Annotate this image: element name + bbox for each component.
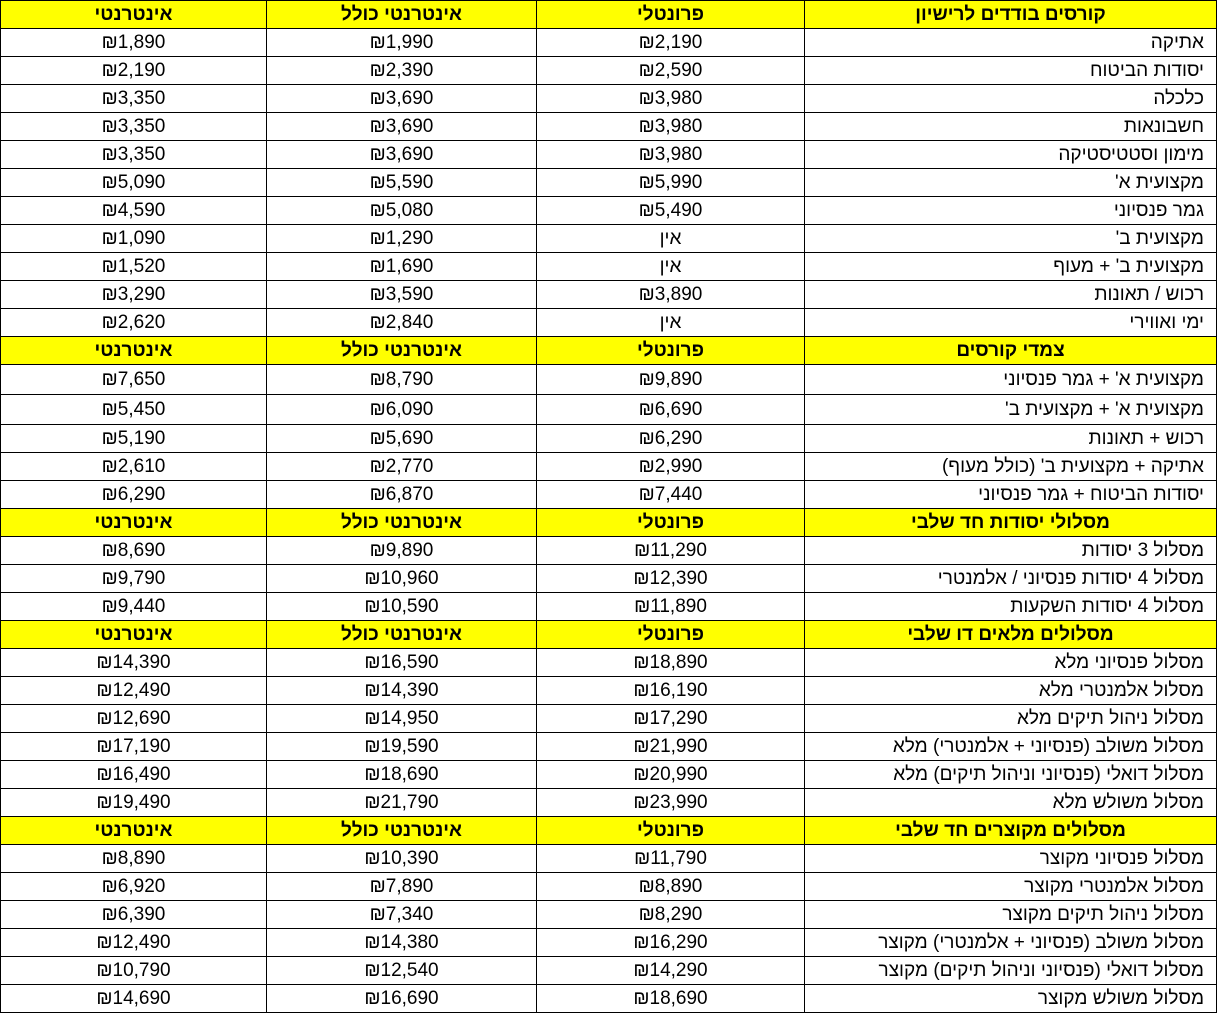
header-internet: אינטרנטי — [1, 1, 267, 29]
header-frontal: פרונטלי — [537, 337, 805, 365]
price-internet: ₪12,690 — [1, 705, 267, 733]
course-name-label: מסלול משולב (פנסיוני + אלמנטרי) מקוצר — [878, 932, 1204, 953]
section-title: מסלולים מלאים דו שלבי — [805, 621, 1217, 649]
table-row — [1, 705, 1217, 733]
price-internet-full: ₪5,590 — [267, 169, 537, 197]
price-internet: ₪3,350 — [1, 85, 267, 113]
price-frontal: ₪8,890 — [537, 873, 805, 901]
price-frontal: אין — [537, 225, 805, 253]
price-internet: ₪5,090 — [1, 169, 267, 197]
header-frontal: פרונטלי — [537, 817, 805, 845]
course-name — [805, 901, 1217, 929]
course-name — [805, 225, 1217, 253]
price-frontal: ₪16,290 — [537, 929, 805, 957]
table-row — [1, 395, 1217, 425]
price-internet-full: ₪8,790 — [267, 365, 537, 395]
course-name — [805, 29, 1217, 57]
price-internet-full: ₪6,090 — [267, 395, 537, 425]
course-name — [805, 845, 1217, 873]
table-row — [1, 649, 1217, 677]
price-internet-full: ₪3,690 — [267, 113, 537, 141]
table-row — [1, 537, 1217, 565]
course-name-label: כלכלה — [1153, 88, 1204, 109]
section-title: מסלולים מקוצרים חד שלבי — [805, 817, 1217, 845]
course-name-label: מסלול 4 יסודות פנסיוני / אלמנטרי — [937, 568, 1204, 589]
price-internet: ₪1,520 — [1, 253, 267, 281]
price-internet: ₪5,450 — [1, 395, 267, 425]
price-internet-full: ₪9,890 — [267, 537, 537, 565]
course-name — [805, 197, 1217, 225]
price-internet-full: ₪5,080 — [267, 197, 537, 225]
price-internet-full: ₪2,770 — [267, 453, 537, 481]
table-row — [1, 565, 1217, 593]
price-frontal: ₪2,190 — [537, 29, 805, 57]
course-name — [805, 453, 1217, 481]
price-frontal: ₪8,290 — [537, 901, 805, 929]
header-internet-full: אינטרנטי כולל — [267, 337, 537, 365]
header-internet: אינטרנטי — [1, 509, 267, 537]
course-name-label: מקצועית ב' — [1115, 228, 1204, 249]
price-internet: ₪6,390 — [1, 901, 267, 929]
price-frontal: ₪3,890 — [537, 281, 805, 309]
price-internet: ₪1,090 — [1, 225, 267, 253]
price-internet: ₪7,650 — [1, 365, 267, 395]
price-internet: ₪9,440 — [1, 593, 267, 621]
price-internet: ₪16,490 — [1, 761, 267, 789]
header-internet: אינטרנטי — [1, 817, 267, 845]
table-row — [1, 141, 1217, 169]
price-internet: ₪8,890 — [1, 845, 267, 873]
course-name — [805, 985, 1217, 1013]
course-name-label: מסלול דואלי (פנסיוני וניהול תיקים) מלא — [893, 764, 1204, 785]
table-row — [1, 873, 1217, 901]
price-internet: ₪3,350 — [1, 113, 267, 141]
table-row — [1, 85, 1217, 113]
course-name — [805, 537, 1217, 565]
price-internet-full: ₪1,290 — [267, 225, 537, 253]
price-internet-full: ₪5,690 — [267, 425, 537, 453]
table-row — [1, 113, 1217, 141]
course-name-label: מקצועית א' + מקצועית ב' — [1005, 399, 1204, 420]
price-frontal: ₪6,290 — [537, 425, 805, 453]
course-name-label: מסלול פנסיוני מלא — [1054, 652, 1204, 673]
table-row — [1, 901, 1217, 929]
price-internet: ₪3,290 — [1, 281, 267, 309]
price-internet-full: ₪7,340 — [267, 901, 537, 929]
course-name — [805, 169, 1217, 197]
price-internet-full: ₪1,690 — [267, 253, 537, 281]
price-internet-full: ₪3,690 — [267, 85, 537, 113]
price-frontal: ₪3,980 — [537, 141, 805, 169]
header-internet-full: אינטרנטי כולל — [267, 509, 537, 537]
section-header-row — [1, 621, 1217, 649]
price-internet-full: ₪3,590 — [267, 281, 537, 309]
course-name-label: מקצועית ב' + מעוף — [1053, 256, 1204, 277]
price-internet: ₪4,590 — [1, 197, 267, 225]
price-internet-full: ₪6,870 — [267, 481, 537, 509]
table-row — [1, 481, 1217, 509]
header-internet: אינטרנטי — [1, 621, 267, 649]
course-name — [805, 789, 1217, 817]
course-name-label: מסלול ניהול תיקים מלא — [1017, 708, 1204, 729]
table-row — [1, 365, 1217, 395]
price-internet-full: ₪12,540 — [267, 957, 537, 985]
price-internet: ₪1,890 — [1, 29, 267, 57]
course-name — [805, 57, 1217, 85]
course-name — [805, 649, 1217, 677]
course-name — [805, 141, 1217, 169]
price-frontal: ₪18,690 — [537, 985, 805, 1013]
course-name-label: רכוש / תאונות — [1094, 284, 1204, 305]
price-internet-full: ₪14,950 — [267, 705, 537, 733]
header-internet-full: אינטרנטי כולל — [267, 621, 537, 649]
price-internet: ₪12,490 — [1, 677, 267, 705]
price-internet-full: ₪7,890 — [267, 873, 537, 901]
price-internet: ₪6,920 — [1, 873, 267, 901]
header-internet-full: אינטרנטי כולל — [267, 817, 537, 845]
course-name-label: אתיקה — [1150, 32, 1204, 53]
table-row — [1, 169, 1217, 197]
course-name-label: מסלול 4 יסודות השקעות — [1010, 596, 1204, 617]
price-frontal: ₪6,690 — [537, 395, 805, 425]
course-name — [805, 873, 1217, 901]
course-name — [805, 425, 1217, 453]
price-frontal: ₪23,990 — [537, 789, 805, 817]
course-name-label: מסלול 3 יסודות — [1081, 540, 1204, 561]
course-name-label: יסודות הביטוח + גמר פנסיוני — [978, 484, 1204, 505]
table-row — [1, 845, 1217, 873]
header-internet-full: אינטרנטי כולל — [267, 1, 537, 29]
section-header-row — [1, 817, 1217, 845]
table-row — [1, 253, 1217, 281]
course-name — [805, 395, 1217, 425]
price-frontal: ₪14,290 — [537, 957, 805, 985]
price-frontal: ₪17,290 — [537, 705, 805, 733]
course-name — [805, 281, 1217, 309]
course-name-label: מקצועית א' + גמר פנסיוני — [1003, 369, 1204, 390]
price-frontal: ₪11,290 — [537, 537, 805, 565]
price-frontal: ₪7,440 — [537, 481, 805, 509]
course-name — [805, 113, 1217, 141]
table-row — [1, 929, 1217, 957]
table-row — [1, 985, 1217, 1013]
price-internet-full: ₪16,590 — [267, 649, 537, 677]
table-row — [1, 197, 1217, 225]
course-name-label: רכוש + תאונות — [1088, 428, 1204, 449]
table-row — [1, 789, 1217, 817]
table-row — [1, 425, 1217, 453]
price-internet: ₪3,350 — [1, 141, 267, 169]
price-internet: ₪12,490 — [1, 929, 267, 957]
price-internet-full: ₪16,690 — [267, 985, 537, 1013]
price-internet: ₪2,620 — [1, 309, 267, 337]
price-frontal: ₪20,990 — [537, 761, 805, 789]
price-table-body — [1, 1, 1217, 1013]
course-name-label: מקצועית א' — [1115, 172, 1204, 193]
table-row — [1, 677, 1217, 705]
price-frontal: אין — [537, 309, 805, 337]
course-name-label: מסלול משולב (פנסיוני + אלמנטרי) מלא — [892, 736, 1204, 757]
price-internet: ₪19,490 — [1, 789, 267, 817]
price-frontal: אין — [537, 253, 805, 281]
section-title: צמדי קורסים — [805, 337, 1217, 365]
course-name-label: מסלול פנסיוני מקוצר — [1039, 848, 1204, 869]
price-internet-full: ₪14,390 — [267, 677, 537, 705]
price-frontal: ₪18,890 — [537, 649, 805, 677]
course-name-label: מימון וסטטיסטיקה — [1058, 144, 1204, 165]
section-header-row — [1, 509, 1217, 537]
course-name — [805, 957, 1217, 985]
price-internet: ₪2,190 — [1, 57, 267, 85]
price-internet: ₪5,190 — [1, 425, 267, 453]
course-name-label: ימי ואווירי — [1129, 312, 1204, 333]
header-frontal: פרונטלי — [537, 621, 805, 649]
table-row — [1, 453, 1217, 481]
price-frontal: ₪2,590 — [537, 57, 805, 85]
course-name-label: מסלול משולש מלא — [1052, 792, 1204, 813]
table-row — [1, 225, 1217, 253]
price-internet: ₪14,390 — [1, 649, 267, 677]
price-internet-full: ₪14,380 — [267, 929, 537, 957]
price-internet-full: ₪10,960 — [267, 565, 537, 593]
course-name — [805, 365, 1217, 395]
course-name — [805, 253, 1217, 281]
section-header-row — [1, 1, 1217, 29]
section-header-row — [1, 337, 1217, 365]
price-frontal: ₪5,990 — [537, 169, 805, 197]
price-internet: ₪9,790 — [1, 565, 267, 593]
course-name-label: יסודות הביטוח — [1089, 60, 1204, 81]
price-internet-full: ₪1,990 — [267, 29, 537, 57]
price-frontal: ₪9,890 — [537, 365, 805, 395]
table-row — [1, 761, 1217, 789]
course-name-label: מסלול משולש מקוצר — [1037, 988, 1204, 1009]
price-frontal: ₪12,390 — [537, 565, 805, 593]
section-title: מסלולי יסודות חד שלבי — [805, 509, 1217, 537]
course-name-label: אתיקה + מקצועית ב' (כולל מעוף) — [941, 456, 1204, 477]
price-frontal: ₪3,980 — [537, 113, 805, 141]
table-row — [1, 957, 1217, 985]
table-row — [1, 281, 1217, 309]
course-name — [805, 309, 1217, 337]
price-internet: ₪10,790 — [1, 957, 267, 985]
table-row — [1, 57, 1217, 85]
course-name-label: גמר פנסיוני — [1113, 200, 1204, 221]
price-internet-full: ₪19,590 — [267, 733, 537, 761]
course-name-label: מסלול דואלי (פנסיוני וניהול תיקים) מקוצר — [878, 960, 1204, 981]
table-row — [1, 593, 1217, 621]
header-frontal: פרונטלי — [537, 1, 805, 29]
course-name — [805, 733, 1217, 761]
price-frontal: ₪11,890 — [537, 593, 805, 621]
price-internet-full: ₪2,390 — [267, 57, 537, 85]
price-frontal: ₪11,790 — [537, 845, 805, 873]
course-name — [805, 85, 1217, 113]
course-name-label: מסלול ניהול תיקים מקוצר — [1002, 904, 1204, 925]
price-internet: ₪2,610 — [1, 453, 267, 481]
course-name-label: חשבונאות — [1123, 116, 1204, 137]
course-name-label: מסלול אלמנטרי מלא — [1038, 680, 1204, 701]
price-internet-full: ₪10,590 — [267, 593, 537, 621]
course-name — [805, 761, 1217, 789]
price-internet: ₪17,190 — [1, 733, 267, 761]
section-title: קורסים בודדים לרישיון — [805, 1, 1217, 29]
price-internet-full: ₪10,390 — [267, 845, 537, 873]
price-internet: ₪8,690 — [1, 537, 267, 565]
price-frontal: ₪3,980 — [537, 85, 805, 113]
table-row — [1, 309, 1217, 337]
course-name — [805, 677, 1217, 705]
table-row — [1, 29, 1217, 57]
course-name — [805, 481, 1217, 509]
price-frontal: ₪16,190 — [537, 677, 805, 705]
price-frontal: ₪21,990 — [537, 733, 805, 761]
price-internet-full: ₪2,840 — [267, 309, 537, 337]
header-internet: אינטרנטי — [1, 337, 267, 365]
price-frontal: ₪2,990 — [537, 453, 805, 481]
course-name — [805, 929, 1217, 957]
price-internet-full: ₪18,690 — [267, 761, 537, 789]
course-name — [805, 593, 1217, 621]
price-internet-full: ₪3,690 — [267, 141, 537, 169]
price-internet-full: ₪21,790 — [267, 789, 537, 817]
header-frontal: פרונטלי — [537, 509, 805, 537]
course-name-label: מסלול אלמנטרי מקוצר — [1024, 876, 1204, 897]
table-row — [1, 733, 1217, 761]
price-internet: ₪14,690 — [1, 985, 267, 1013]
price-frontal: ₪5,490 — [537, 197, 805, 225]
price-internet: ₪6,290 — [1, 481, 267, 509]
course-name — [805, 565, 1217, 593]
course-name — [805, 705, 1217, 733]
